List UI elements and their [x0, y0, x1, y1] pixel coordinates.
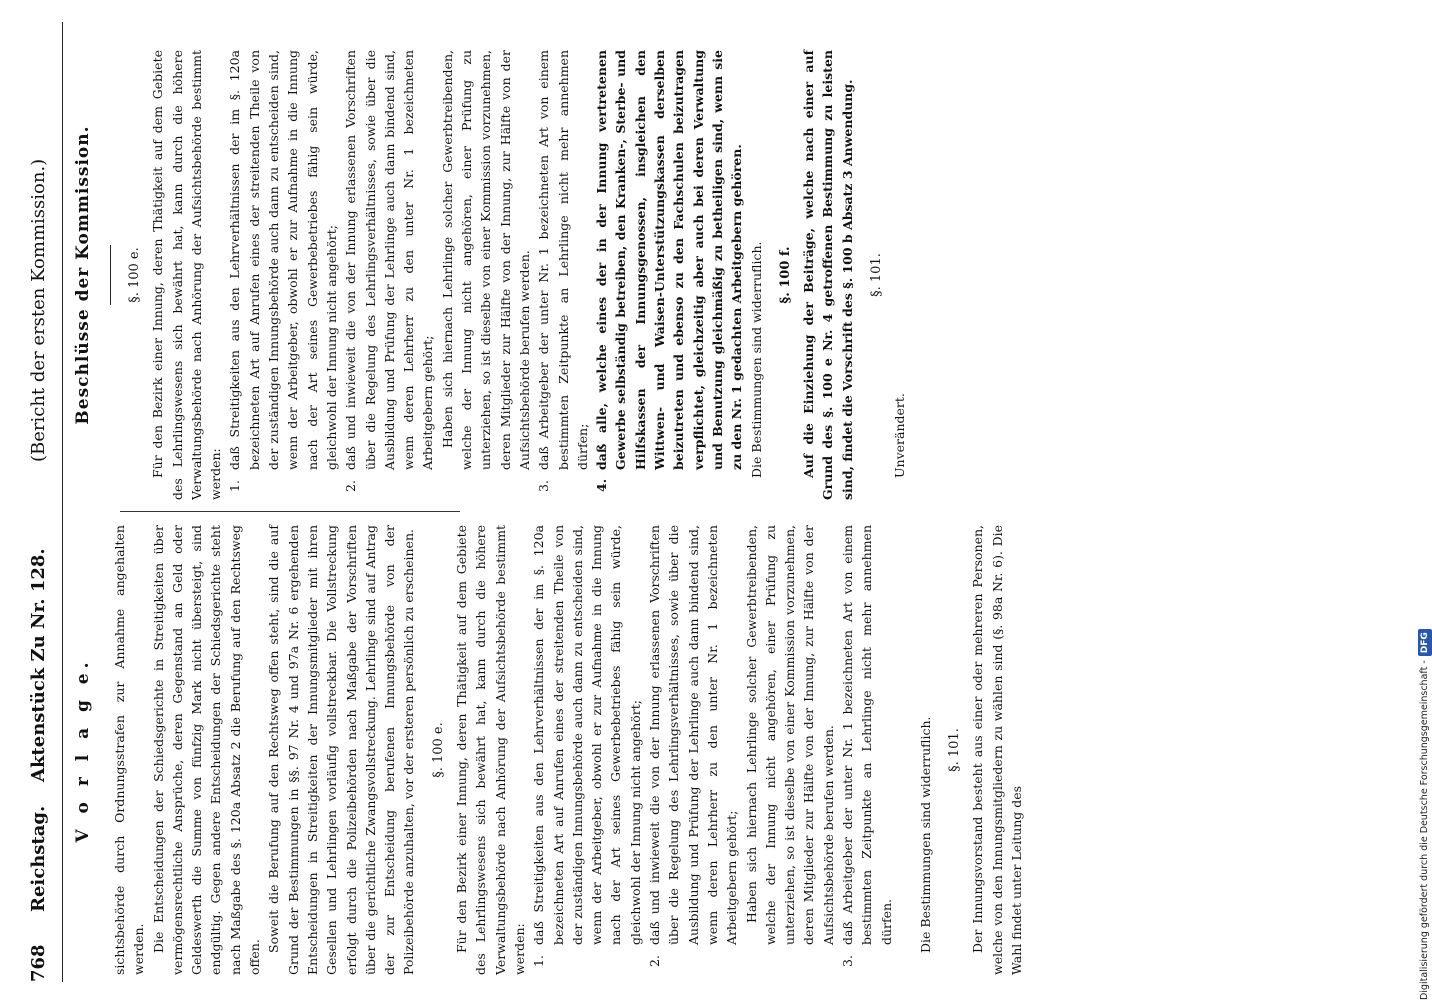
list-number: 1.	[227, 480, 243, 492]
paragraph: Auf die Einziehung der Beiträge, welche nach einer auf Grund des §. 100 e Nr. 4 getroffenen Bestimmung zu leisten sind, findet die Vorschrift des §. 100 b Absatz 3 Anwendung.	[801, 50, 855, 500]
list-number: 3.	[839, 955, 855, 967]
header-bericht: (Bericht der ersten Kommission.)	[28, 158, 49, 462]
list-item-new	[592, 50, 746, 500]
section-heading: §. 100 f.	[777, 246, 793, 304]
list-item-text: daß und inwieweit die von der Innung erlassenen Vorschriften über die Regelung des Lehrlingsverhältnisses, sowie über die Ausbildung und Prüfung der Lehrlinge auch dann bindend sind, wenn deren Lehrherr zu den unter Nr. 1 bezeichneten Arbeitgebern gehört;	[343, 50, 436, 470]
list-item	[838, 525, 896, 975]
section-heading: §. 101.	[868, 253, 884, 297]
list-item	[438, 50, 534, 500]
paragraph: Die Bestimmungen sind widerruflich.	[917, 716, 933, 953]
list-item	[529, 525, 645, 975]
paragraph: Für den Bezirk einer Innung, deren Thätigkeit auf dem Gebiete des Lehrlingswesens sich bewährt hat, kann durch die höhere Verwaltungsbehörde nach Anhörung der Aufsichtsbehörde bestimmt werden:	[454, 525, 527, 975]
paragraph: Für den Bezirk einer Innung, deren Thätigkeit auf dem Gebiete des Lehrlingswesens sich bewährt hat, kann durch die höhere Verwaltungsbehörde nach Anhörung der Aufsichtsbehörde bestimmt werden:	[150, 50, 224, 500]
list-item	[645, 525, 741, 975]
list-item-text: daß Arbeitgeber der unter Nr. 1 bezeichneten Art von einem bestimmten Zeitpunkte an Lehrlinge nicht mehr annehmen dürfen;	[536, 50, 590, 470]
list-item-text: daß alle, welche eines der in der Innung vertretenen Gewerbe selbständig betreiben, den Kranken-, Sterbe- und Hilfskassen der Innungsgenossen, insgleichen den Wittwen- und Waisen-Unterstützungskassen derselben beizutreten und ebenso zu den Fachschulen beizutragen verpflichtet, gleichzeitig aber auch bei deren Verwaltung und Benutzung gleichmäßig zu betheiligen sind, wenn sie zu den Nr. 1 gedachten Arbeitgebern gehören.	[594, 50, 745, 470]
column-vorlage	[64, 525, 1026, 975]
list-item	[341, 50, 437, 500]
header-rule	[62, 22, 63, 982]
list-number: 2.	[343, 480, 359, 492]
header-reichstag: Reichstag.	[28, 805, 49, 912]
paragraph: Die Bestimmungen sind widerruflich.	[748, 241, 764, 478]
column-title-vorlage: V o r l a g e.	[73, 657, 93, 843]
list-item-text: daß und inwieweit die von der Innung erlassenen Vorschriften über die Regelung des Lehrlingsverhältnisses, sowie über die Ausbildung und Prüfung der Lehrlinge auch dann bindend sind, wenn deren Lehrherr zu den unter Nr. 1 bezeichneten Arbeitgebern gehört;	[647, 525, 740, 945]
page-header	[22, 22, 58, 982]
list-number: 3.	[536, 480, 552, 492]
list-item-text: daß Streitigkeiten aus den Lehrverhältnissen der im §. 120a bezeichneten Art auf Anrufen eines der streitenden Theile von der zuständigen Innungsbehörde auch dann zu entscheiden sind, wenn der Arbeitgeber, obwohl er zur Aufnahme in die Innung nach der Art seines Gewerbebetriebes fähig sein würde, gleichwohl der Innung nicht angehört;	[227, 50, 339, 470]
section-heading: §. 101.	[947, 728, 963, 772]
digitization-text: Digitalisierung gefördert durch die Deutsche Forschungsgemeinschaft -	[1419, 660, 1430, 1000]
list-number: 2.	[647, 955, 663, 967]
list-item-text: daß Streitigkeiten aus den Lehrverhältnissen der im §. 120a bezeichneten Art auf Anrufen eines der streitenden Theile von der zuständigen Innungsbehörde auch dann zu entscheiden sind, wenn der Arbeitgeber, obwohl er zur Aufnahme in die Innung nach der Art seines Gewerbebetriebes fähig sein würde, gleichwohl der Innung nicht angehört;	[531, 525, 643, 945]
title-rule	[110, 245, 111, 305]
paragraph: sichtsbehörde durch Ordnungsstrafen zur Annahme angehalten werden.	[112, 525, 147, 975]
section-heading: §. 100 e.	[430, 722, 446, 778]
list-item-text: daß Arbeitgeber der unter Nr. 1 bezeichneten Art von einem bestimmten Zeitpunkte an Lehrlinge nicht mehr annehmen dürfen.	[839, 525, 894, 945]
page-number: 768	[28, 944, 49, 982]
list-item-text: Haben sich hiernach Lehrlinge solcher Gewerbtreibenden, welche der Innung nicht angehören, einer Prüfung zu unterziehen, so ist dieselbe von einer Kommission vorzunehmen, deren Mitglieder zur Hälfte von der Innung, zur Hälfte von der Aufsichtsbehörde berufen werden.	[439, 50, 532, 470]
column-divider	[120, 511, 460, 512]
paragraph: Die Entscheidungen der Schiedsgerichte in Streitigkeiten über vermögensrechtliche Ansprüche, deren Gegenstand an Geld oder Geldeswerth die Summe von fünfzig Mark nicht übersteigt, sind endgültig. Gegen andere Entscheidungen der Schiedsgerichte steht nach Maßgabe des §. 120a Absatz 2 die Berufung auf den Rechtsweg offen.	[150, 525, 263, 975]
dfg-logo: DFG	[1418, 629, 1432, 656]
paragraph: Unverändert.	[892, 393, 908, 478]
list-number: 1.	[531, 955, 547, 967]
section-heading: §. 100 e.	[127, 247, 142, 303]
column-beschluesse	[64, 50, 910, 500]
column-title-beschluesse: Beschlüsse der Kommission.	[73, 125, 93, 425]
list-number: 4.	[594, 478, 610, 492]
digitization-note	[1418, 0, 1432, 1000]
list-item-text: Haben sich hiernach Lehrlinge solcher Gewerbtreibenden, welche der Innung nicht angehören, einer Prüfung zu unterziehen, so ist dieselbe von einer Kommission vorzunehmen, deren Mitglieder zur Hälfte von der Innung, zur Hälfte von der Aufsichtsbehörde berufen werden.	[743, 525, 836, 945]
header-aktenstueck: Aktenstück Zu Nr. 128.	[28, 548, 49, 782]
list-item	[742, 525, 838, 975]
paragraph: Soweit die Berufung auf den Rechtsweg offen steht, sind die auf Grund der Bestimmungen in §§. 97 Nr. 4 und 97a Nr. 6 ergehenden Entscheidungen in Streitigkeiten der Innungsmitglieder mit ihren Gesellen und Lehrlingen vorläufig vollstreckbar. Die Vollstreckung erfolgt durch die Polizeibehörden nach Maßgabe der Vorschriften über die gerichtliche Zwangsvollstreckung. Lehrlinge sind auf Antrag der zur Entscheidung berufenen Innungsbehörde von der Polizeibehörde anzuhalten, vor der ersteren persönlich zu erscheinen.	[266, 525, 417, 975]
list-item	[534, 50, 592, 500]
list-item	[225, 50, 341, 500]
paragraph: Der Innungsvorstand besteht aus einer oder mehreren Personen, welche von den Innungsmitgliedern zu wählen sind (§. 98a Nr. 6). Die Wahl findet unter Leitung des	[970, 525, 1025, 975]
